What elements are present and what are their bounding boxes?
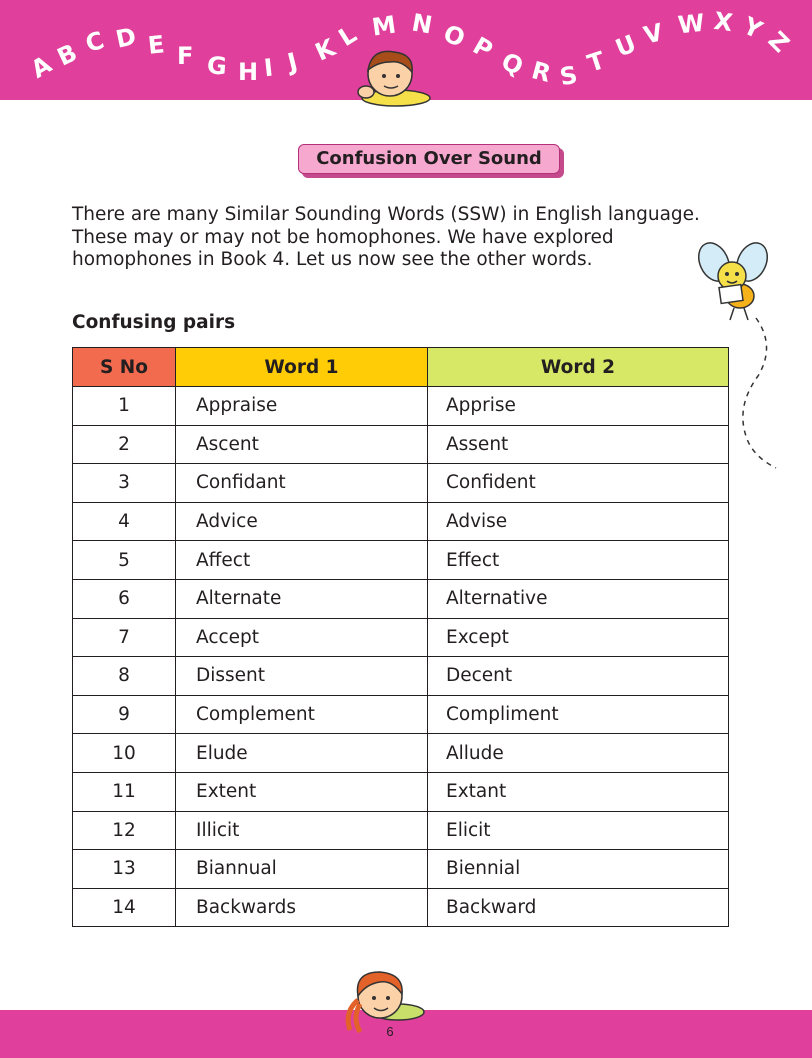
alphabet-letter: R <box>528 56 554 88</box>
table-row <box>73 618 729 657</box>
cell-word1: Illicit <box>176 811 428 850</box>
alphabet-letter: L <box>333 20 362 52</box>
alphabet-letter: C <box>82 25 108 59</box>
cell-word1: Biannual <box>176 850 428 889</box>
intro-line: These may or may not be homophones. We have explored <box>72 226 614 248</box>
confusing-pairs-table <box>72 347 729 927</box>
table-row <box>73 579 729 618</box>
boy-cartoon-icon <box>352 46 432 108</box>
header-word1: Word 1 <box>176 348 428 387</box>
alphabet-letter: X <box>712 6 735 38</box>
cell-word2: Allude <box>428 734 729 773</box>
alphabet-letter: P <box>468 31 498 65</box>
alphabet-letter: Z <box>762 25 795 59</box>
table-row <box>73 502 729 541</box>
cell-word1: Affect <box>176 541 428 580</box>
cell-sno: 12 <box>73 811 176 850</box>
cell-sno: 2 <box>73 425 176 464</box>
alphabet-letter: A <box>26 50 57 84</box>
cell-sno: 3 <box>73 464 176 503</box>
cell-word1: Alternate <box>176 579 428 618</box>
alphabet-letter: H <box>238 58 259 86</box>
alphabet-letter: W <box>676 8 706 40</box>
alphabet-letter: E <box>146 30 166 60</box>
alphabet-letter: M <box>370 10 398 42</box>
bee-cartoon-icon <box>694 240 770 324</box>
dashed-flight-path <box>736 316 782 472</box>
alphabet-letter: V <box>640 18 666 50</box>
table-row <box>73 850 729 889</box>
alphabet-letter: U <box>611 29 641 63</box>
cell-word1: Confidant <box>176 464 428 503</box>
table-row <box>73 657 729 696</box>
cell-word2: Apprise <box>428 387 729 426</box>
table-row <box>73 425 729 464</box>
table-row <box>73 387 729 426</box>
cell-word1: Elude <box>176 734 428 773</box>
cell-sno: 10 <box>73 734 176 773</box>
page-number: 6 <box>386 1024 394 1039</box>
alphabet-letter: K <box>311 33 340 67</box>
table-row <box>73 541 729 580</box>
cell-sno: 9 <box>73 695 176 734</box>
header-word2: Word 2 <box>428 348 729 387</box>
alphabet-letter: Y <box>738 11 767 45</box>
alphabet-letter: T <box>584 46 609 78</box>
alphabet-letter: D <box>113 22 139 54</box>
table-body <box>73 387 729 927</box>
cell-word2: Alternative <box>428 579 729 618</box>
cell-sno: 7 <box>73 618 176 657</box>
alphabet-letter: N <box>409 8 435 40</box>
intro-line: homophones in Book 4. Let us now see the other words. <box>72 249 593 270</box>
cell-word2: Extant <box>428 772 729 811</box>
intro-line: There are many Similar Sounding Words (SSW) in English language. <box>72 204 700 225</box>
table-row <box>73 464 729 503</box>
intro-paragraph <box>72 204 732 272</box>
cell-word2: Backward <box>428 888 729 927</box>
cell-sno: 5 <box>73 541 176 580</box>
table-row <box>73 734 729 773</box>
table-header-row <box>73 348 729 387</box>
cell-word1: Appraise <box>176 387 428 426</box>
cell-word2: Elicit <box>428 811 729 850</box>
cell-word1: Backwards <box>176 888 428 927</box>
cell-word1: Dissent <box>176 657 428 696</box>
cell-word2: Decent <box>428 657 729 696</box>
table-row <box>73 695 729 734</box>
table-row <box>73 811 729 850</box>
cell-sno: 4 <box>73 502 176 541</box>
alphabet-letter: F <box>177 42 194 70</box>
cell-word2: Except <box>428 618 729 657</box>
cell-sno: 8 <box>73 657 176 696</box>
cell-word1: Complement <box>176 695 428 734</box>
cell-word1: Accept <box>176 618 428 657</box>
cell-word2: Effect <box>428 541 729 580</box>
cell-word2: Biennial <box>428 850 729 889</box>
cell-sno: 1 <box>73 387 176 426</box>
cell-word1: Extent <box>176 772 428 811</box>
cell-sno: 11 <box>73 772 176 811</box>
cell-word2: Confident <box>428 464 729 503</box>
alphabet-letter: I <box>262 53 275 83</box>
cell-sno: 6 <box>73 579 176 618</box>
cell-sno: 13 <box>73 850 176 889</box>
cell-sno: 14 <box>73 888 176 927</box>
section-heading: Confusing pairs <box>72 312 236 333</box>
alphabet-letter: B <box>52 38 82 72</box>
cell-word1: Ascent <box>176 425 428 464</box>
cell-word2: Assent <box>428 425 729 464</box>
cell-word2: Compliment <box>428 695 729 734</box>
alphabet-letter: O <box>439 19 469 53</box>
alphabet-letter: J <box>284 47 301 77</box>
cell-word1: Advice <box>176 502 428 541</box>
alphabet-letter: G <box>206 51 228 81</box>
table-row <box>73 772 729 811</box>
page-title: Confusion Over Sound <box>298 144 560 174</box>
cell-word2: Advise <box>428 502 729 541</box>
alphabet-letter: S <box>557 60 580 92</box>
header-sno: S No <box>73 348 176 387</box>
table-row <box>73 888 729 927</box>
alphabet-letter: Q <box>497 46 528 82</box>
